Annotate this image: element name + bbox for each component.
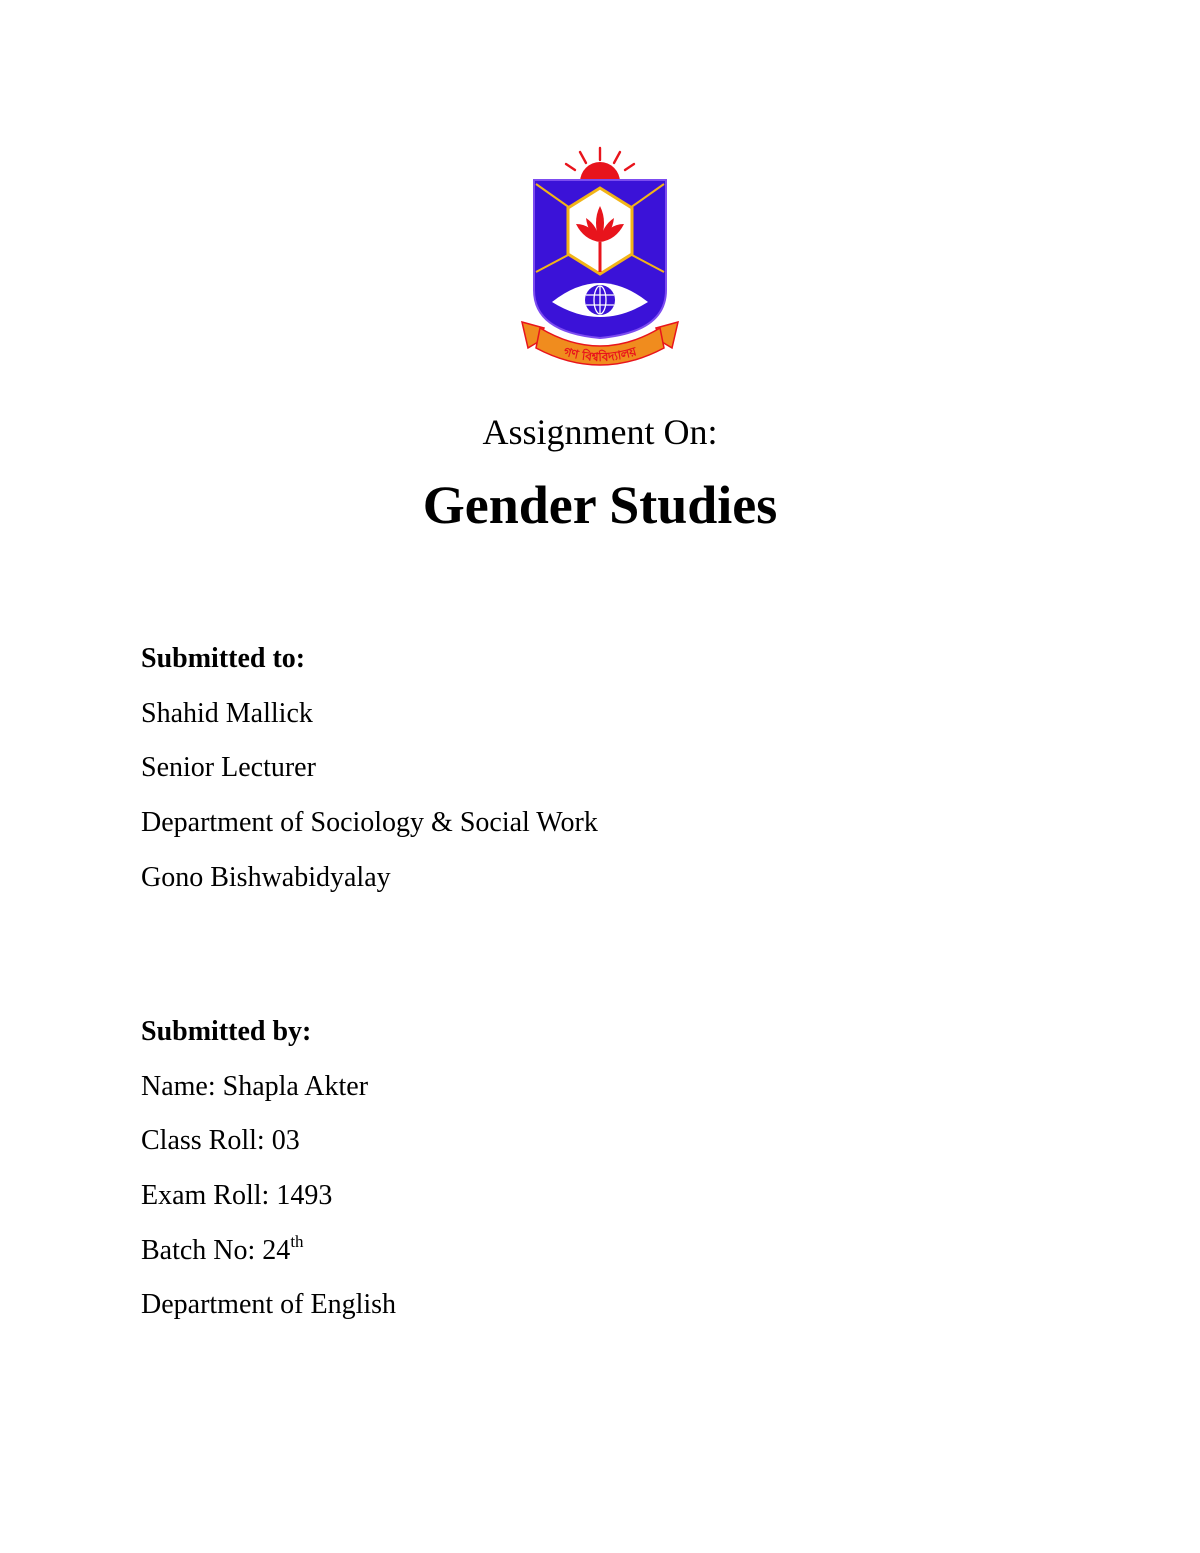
submitted-to-section [141,642,598,915]
university-name: Gono Bishwabidyalay [141,861,391,893]
submitted-by-section [141,1015,396,1343]
university-logo [518,142,682,376]
assignment-label: Assignment On: [482,412,718,452]
supervisor-department: Department of Sociology & Social Work [141,807,598,839]
class-roll: Class Roll: 03 [141,1125,300,1157]
assignment-title: Gender Studies [422,475,778,535]
supervisor-name: Shahid Mallick [141,697,313,729]
submitted-to-heading: Submitted to: [141,643,306,674]
exam-roll: Exam Roll: 1493 [141,1180,333,1212]
submitted-by-heading: Submitted by: [141,1016,312,1047]
batch-number [141,1231,396,1289]
student-name: Name: Shapla Akter [141,1070,369,1102]
batch-number-suffix: th [290,1231,304,1251]
batch-number-label: Batch No: 24 [141,1234,291,1266]
logo-ribbon-text: গণ বিশ্ববিদ্যালয় [561,344,639,365]
student-department: Department of English [141,1289,397,1321]
supervisor-designation: Senior Lecturer [141,752,316,784]
